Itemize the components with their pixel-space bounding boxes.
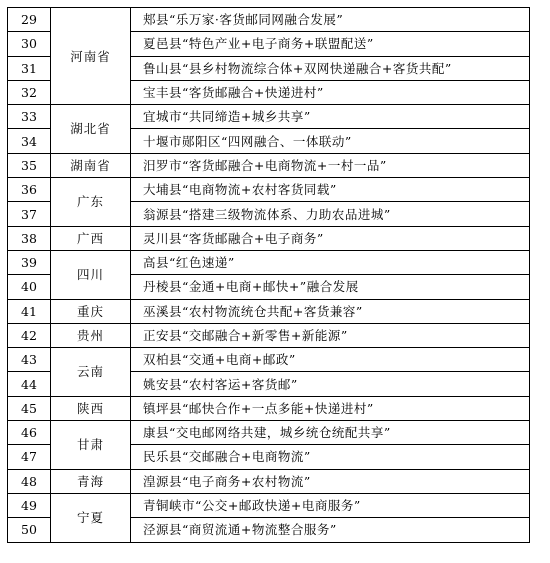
row-number: 32 (8, 80, 51, 104)
province-cell: 湖北省 (51, 105, 131, 154)
table-row (8, 299, 530, 323)
project-name-cell: 宜城市“共同缔造+城乡共享” (131, 105, 530, 129)
row-number: 35 (8, 153, 51, 177)
project-name-cell: 姚安县“农村客运+客货邮” (131, 372, 530, 396)
row-number: 45 (8, 396, 51, 420)
row-number: 39 (8, 250, 51, 274)
project-name-cell: 翁源县“搭建三级物流体系、力助农品进城” (131, 202, 530, 226)
project-name-cell: 鲁山县“县乡村物流综合体+双网快递融合+客货共配” (131, 56, 530, 80)
table-row (8, 421, 530, 445)
project-name-cell: 泾源县“商贸流通+物流整合服务” (131, 518, 530, 542)
project-name-cell: 十堰市郧阳区“四网融合、一体联动” (131, 129, 530, 153)
row-number: 34 (8, 129, 51, 153)
table-row (8, 348, 530, 372)
project-name-cell: 大埔县“电商物流+农村客货同载” (131, 178, 530, 202)
row-number: 31 (8, 56, 51, 80)
row-number: 38 (8, 226, 51, 250)
province-cell: 广西 (51, 226, 131, 250)
pilot-project-table (7, 7, 530, 543)
row-number: 48 (8, 469, 51, 493)
province-cell: 陕西 (51, 396, 131, 420)
project-name-cell: 夏邑县“特色产业+电子商务+联盟配送” (131, 32, 530, 56)
row-number: 29 (8, 8, 51, 32)
table-row (8, 250, 530, 274)
project-name-cell: 丹棱县“金通+电商+邮快+”融合发展 (131, 275, 530, 299)
row-number: 46 (8, 421, 51, 445)
project-name-cell: 民乐县“交邮融合+电商物流” (131, 445, 530, 469)
table-body (8, 8, 530, 543)
project-name-cell: 湟源县“电子商务+农村物流” (131, 469, 530, 493)
row-number: 43 (8, 348, 51, 372)
row-number: 37 (8, 202, 51, 226)
row-number: 36 (8, 178, 51, 202)
province-cell: 甘肃 (51, 421, 131, 470)
province-cell: 广东 (51, 178, 131, 227)
table-row (8, 396, 530, 420)
project-name-cell: 灵川县“客货邮融合+电子商务” (131, 226, 530, 250)
project-name-cell: 正安县“交邮融合+新零售+新能源” (131, 323, 530, 347)
project-name-cell: 高县“红色速递” (131, 250, 530, 274)
project-name-cell: 青铜峡市“公交+邮政快递+电商服务” (131, 493, 530, 517)
project-name-cell: 康县“交电邮网络共建，城乡统仓统配共享” (131, 421, 530, 445)
project-name-cell: 汨罗市“客货邮融合+电商物流+一村一品” (131, 153, 530, 177)
table-row (8, 469, 530, 493)
row-number: 47 (8, 445, 51, 469)
province-cell: 四川 (51, 250, 131, 299)
project-name-cell: 镇坪县“邮快合作+一点多能+快递进村” (131, 396, 530, 420)
row-number: 41 (8, 299, 51, 323)
table-row (8, 105, 530, 129)
table-row (8, 226, 530, 250)
province-cell: 河南省 (51, 8, 131, 105)
row-number: 50 (8, 518, 51, 542)
project-name-cell: 宝丰县“客货邮融合+快递进村” (131, 80, 530, 104)
project-name-cell: 郏县“乐万家·客货邮同网融合发展” (131, 8, 530, 32)
province-cell: 重庆 (51, 299, 131, 323)
table-row (8, 323, 530, 347)
row-number: 44 (8, 372, 51, 396)
province-cell: 云南 (51, 348, 131, 397)
province-cell: 青海 (51, 469, 131, 493)
project-name-cell: 双柏县“交通+电商+邮政” (131, 348, 530, 372)
row-number: 33 (8, 105, 51, 129)
table-row (8, 8, 530, 32)
project-name-cell: 巫溪县“农村物流统仓共配+客货兼容” (131, 299, 530, 323)
row-number: 49 (8, 493, 51, 517)
province-cell: 宁夏 (51, 493, 131, 542)
row-number: 40 (8, 275, 51, 299)
row-number: 42 (8, 323, 51, 347)
table-row (8, 178, 530, 202)
row-number: 30 (8, 32, 51, 56)
table-row (8, 493, 530, 517)
table-row (8, 153, 530, 177)
province-cell: 贵州 (51, 323, 131, 347)
province-cell: 湖南省 (51, 153, 131, 177)
